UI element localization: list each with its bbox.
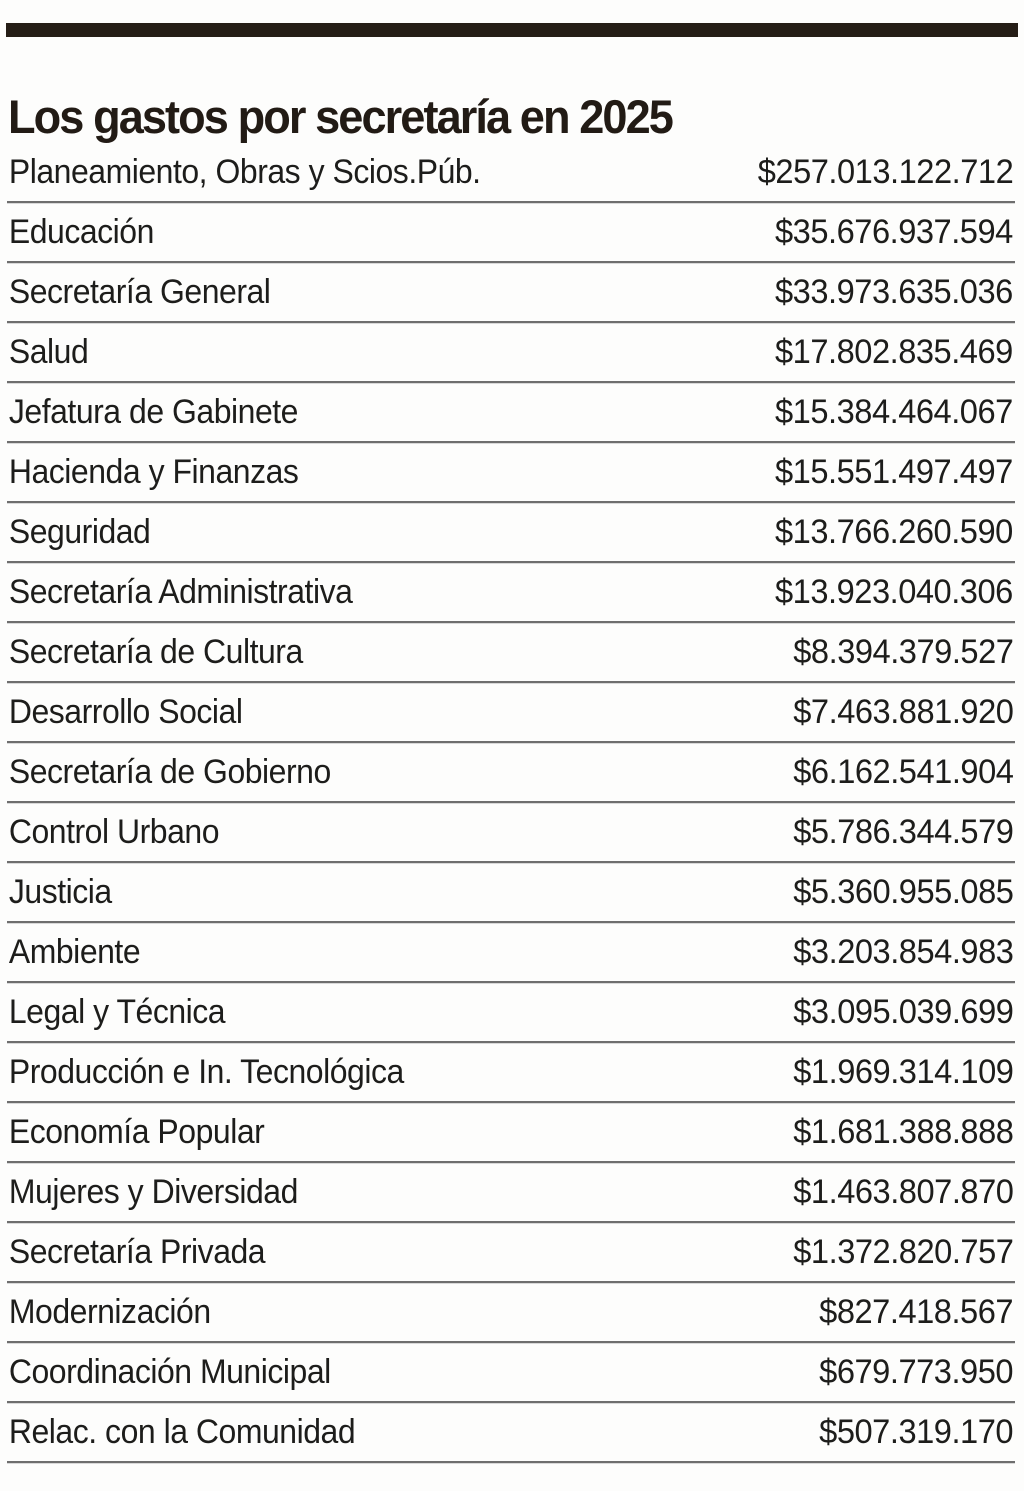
row-value: $5.786.344.579	[792, 812, 1014, 851]
row-value: $1.681.388.888	[792, 1112, 1014, 1151]
row-value: $257.013.122.712	[757, 152, 1014, 191]
row-label: Desarrollo Social	[8, 692, 243, 731]
table-row	[7, 1043, 1015, 1103]
row-value: $7.463.881.920	[792, 692, 1014, 731]
table-row	[7, 263, 1015, 323]
row-value: $5.360.955.085	[792, 872, 1014, 911]
row-label: Educación	[8, 212, 154, 251]
row-value: $679.773.950	[819, 1352, 1014, 1391]
row-value: $35.676.937.594	[775, 212, 1014, 251]
table-row	[7, 863, 1015, 923]
table-row	[7, 1283, 1015, 1343]
table-row	[7, 1163, 1015, 1223]
table-row	[7, 143, 1015, 203]
row-value: $15.384.464.067	[775, 392, 1014, 431]
row-value: $3.095.039.699	[792, 992, 1014, 1031]
row-label: Jefatura de Gabinete	[8, 392, 298, 431]
row-label: Legal y Técnica	[8, 992, 226, 1031]
table-row	[7, 1223, 1015, 1283]
top-rule	[6, 23, 1018, 37]
table-row	[7, 1403, 1015, 1463]
row-value: $13.766.260.590	[775, 512, 1014, 551]
table-row	[7, 563, 1015, 623]
row-label: Hacienda y Finanzas	[8, 452, 299, 491]
row-label: Ambiente	[8, 932, 141, 971]
row-value: $3.203.854.983	[792, 932, 1014, 971]
row-value: $507.319.170	[819, 1412, 1014, 1451]
row-label: Salud	[8, 332, 89, 371]
row-label: Control Urbano	[8, 812, 220, 851]
table-row	[7, 983, 1015, 1043]
table-row	[7, 803, 1015, 863]
row-label: Planeamiento, Obras y Scios.Púb.	[8, 152, 481, 191]
row-label: Modernización	[8, 1292, 211, 1331]
row-label: Secretaría General	[8, 272, 271, 311]
row-value: $15.551.497.497	[775, 452, 1014, 491]
table-row	[7, 323, 1015, 383]
row-label: Seguridad	[8, 512, 151, 551]
row-value: $13.923.040.306	[775, 572, 1014, 611]
row-value: $1.969.314.109	[792, 1052, 1014, 1091]
row-value: $8.394.379.527	[792, 632, 1014, 671]
table-row	[7, 683, 1015, 743]
row-label: Producción e In. Tecnológica	[8, 1052, 404, 1091]
table-row	[7, 1103, 1015, 1163]
table-row	[7, 443, 1015, 503]
table-row	[7, 503, 1015, 563]
row-value: $1.463.807.870	[792, 1172, 1014, 1211]
row-value: $6.162.541.904	[792, 752, 1014, 791]
table-row	[7, 383, 1015, 443]
row-label: Secretaría de Gobierno	[8, 752, 331, 791]
row-label: Justicia	[8, 872, 112, 911]
table-row	[7, 623, 1015, 683]
expense-table	[7, 143, 1015, 1463]
row-value: $17.802.835.469	[775, 332, 1014, 371]
row-label: Relac. con la Comunidad	[8, 1412, 356, 1451]
row-value: $827.418.567	[819, 1292, 1014, 1331]
row-label: Secretaría Administrativa	[8, 572, 353, 611]
table-row	[7, 1343, 1015, 1403]
table-row	[7, 203, 1015, 263]
row-label: Coordinación Municipal	[8, 1352, 331, 1391]
table-row	[7, 923, 1015, 983]
row-value: $33.973.635.036	[775, 272, 1014, 311]
page-title: Los gastos por secretaría en 2025	[8, 90, 672, 144]
row-label: Secretaría Privada	[8, 1232, 266, 1271]
row-value: $1.372.820.757	[792, 1232, 1014, 1271]
row-label: Secretaría de Cultura	[8, 632, 303, 671]
table-row	[7, 743, 1015, 803]
row-label: Mujeres y Diversidad	[8, 1172, 298, 1211]
row-label: Economía Popular	[8, 1112, 265, 1151]
